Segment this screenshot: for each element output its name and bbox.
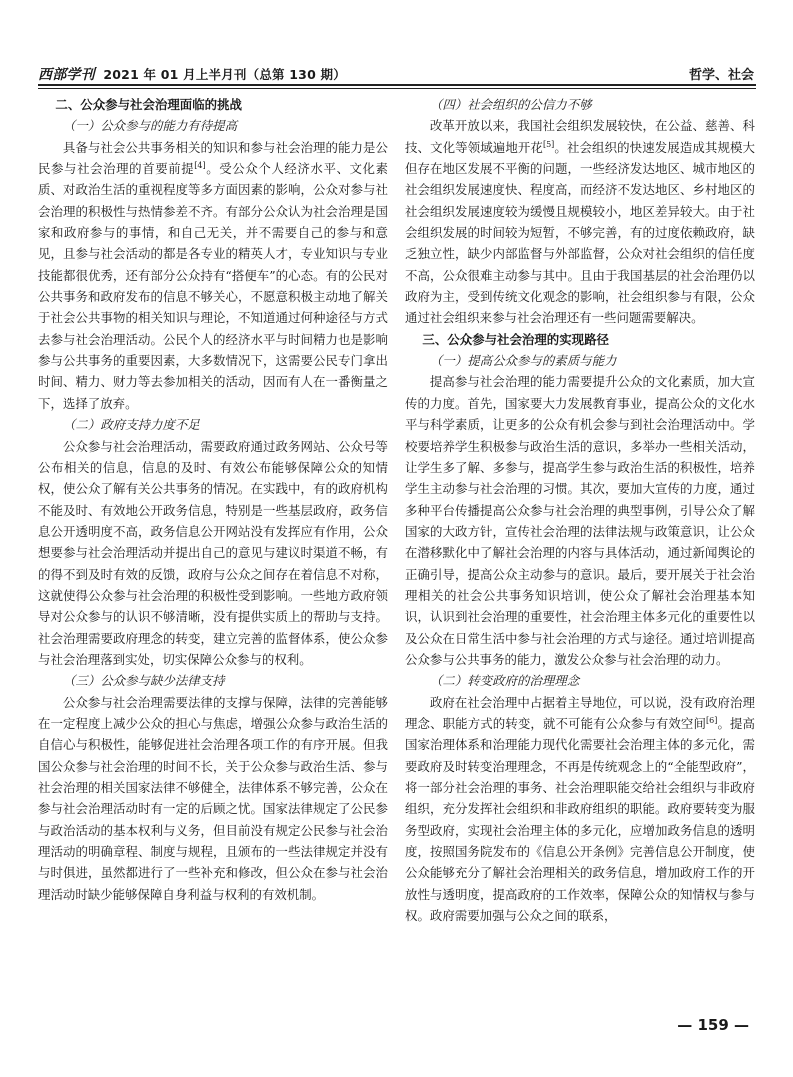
header-rule-thick xyxy=(38,84,756,86)
right-column xyxy=(405,94,755,926)
journal-info xyxy=(38,64,346,84)
right-subsection-heading xyxy=(405,670,755,691)
left-section-heading xyxy=(38,94,388,115)
paragraph-text: 公众参与社会治理活动，需要政府通过政务网站、公众号等公布相关的信息，信息的及时、有效公布能够保障公众的知情权，使公众了解有关公共事务的情况。在实践中，有的政府机构不能及时、有效地公开政务信息，特别是一些基层政府，政务信息公开透明度不高，政务信息公开网站没有发挥应有作用，公众想要参与社会治理活动并提出自己的意见与建议时渠道不畅，有的得不到及时有效的反馈，政府与公众之间存在着信息不对称，这就使得公众参与社会治理的积极性受到影响。一些地方政府领导对公众参与的认识不够清晰，没有提供实质上的帮助与支持。社会治理需要政府理念的转变，建立完善的监督体系，使公众参与社会治理落到实处，切实保障公众参与的权利。 xyxy=(38,438,388,667)
paragraph-text: （四）社会组织的公信力不够 xyxy=(429,97,592,112)
journal-logo: 西部学刊 xyxy=(38,67,95,83)
header-rule-thin xyxy=(38,88,756,89)
paragraph-text: （三）公众参与缺少法律支持 xyxy=(62,673,225,689)
left-subsection-heading xyxy=(38,115,388,136)
paragraph-text: 。提高国家治理体系和治理能力现代化需要社会治理主体的多元化，需要政府及时转变治理理念，不再是传统观念上的“全能型政府”，将一部分社会治理的事务、社会治理职能交给社会组织与非政府组织，充分发挥社会组织和非政府组织的职能。政府要转变为服务型政府，实现社会治理主体的多元化，应增加政务信息的透明度，按照国务院发布的《信息公开条例》完善信息公开制度，使公众能够充分了解社会治理相关的政务信息，增加政府工作的开放性与透明度，提高政府的工作效率，保障公众的知情权与参与权。政府需要加强与公众之间的联系， xyxy=(405,715,755,924)
citation-ref: [5] xyxy=(542,139,555,149)
page-number: — 159 — xyxy=(677,1016,749,1034)
right-section-heading xyxy=(405,329,755,350)
paragraph-text: （一）提高公众参与的素质与能力 xyxy=(429,353,617,369)
paragraph-text: 。受公众个人经济水平、文化素质、对政治生活的重视程度等多方面因素的影响，公众对参与社会治理的积极性与热情参差不齐。有部分公众认为社会治理是国家和政府参与的事情，和自己无关，并不需要自己的参与和意见，且参与社会活动的都是各专业的精英人才，专业知识与专业技能都很优秀，还有部分公众持有“搭便车”的心态。有的公民对公共事务和政府发布的信息不够关心，不愿意积极主动地了解关于社会公共事物的相关知识与理论，不知道通过何种途径与方式去参与社会治理活动。公民个人的经济水平与时间精力也是影响参与公共事务的重要因素，大多数情况下，这需要公民专门拿出时间、精力、财力等去参加相关的活动，因而有人在一番衡量之下，选择了放弃。 xyxy=(38,161,388,411)
left-subsection-heading xyxy=(38,414,388,435)
paragraph-text: 提高参与社会治理的能力需要提升公众的文化素质，加大宣传的力度。首先，国家要大力发展教育事业，提高公众的文化水平与科学素质，让更多的公众有机会参与到社会治理活动中。学校要培养学生积极参与政治生活的意识，多举办一些相关活动，让学生多了解、多参与，提高学生参与政治生活的积极性，培养学生主动参与社会治理的习惯。其次，要加大宣传的力度，通过多种平台传播提高公众参与社会治理的典型事例，引导公众了解国家的大政方针，宣传社会治理的法律法规与政策意识，让公众在潜移默化中了解社会治理的内容与具体活动，通过新闻舆论的正确引导，提高公众主动参与的意识。最后，要开展关于社会治理相关的社会公共事务知识培训，使公众了解社会治理基本知识，认识到社会治理的重要性，社会治理主体多元化的重要性以及公众在日常生活中参与社会治理的方式与途径。通过培训提高公众参与公共事务的能力，激发公众参与社会治理的动力。 xyxy=(405,374,755,667)
paragraph-text: 政府在社会治理中占据着主导地位，可以说，没有政府治理理念、职能方式的转变，就不可能有公众参与有效空间 xyxy=(405,694,755,731)
paragraph-text: 具备与社会公共事务相关的知识和参与社会治理的能力是公民参与社会治理的首要前提 xyxy=(38,139,388,177)
paragraph-text: 二、公众参与社会治理面临的挑战 xyxy=(55,97,242,112)
paragraph-text: 。社会组织的快速发展造成其规模大但存在地区发展不平衡的问题，一些经济发达地区、城市地区的社会组织发展速度快、程度高，而经济不发达地区、乡村地区的社会组织发展速度较为缓慢且规模较小，地区差异较大。由于社会组织发展的时间较为短暂，不够完善，有的过度依赖政府，缺乏独立性，缺少内部监督与外部监督，公众对社会组织的信任度不高，公众很难主动参与其中。且由于我国基层的社会治理仍以政府为主，受到传统文化观念的影响，社会组织参与有限，公众通过社会组织来参与社会治理还有一些问题需要解决。 xyxy=(405,139,755,326)
left-paragraph xyxy=(38,436,388,671)
paragraph-text: 改革开放以来，我国社会组织发展较快，在公益、慈善、科技、文化等领域遍地开花 xyxy=(405,118,755,155)
paragraph-text: 三、公众参与社会治理的实现路径 xyxy=(422,331,609,347)
running-header xyxy=(38,62,756,86)
left-column xyxy=(38,94,388,905)
citation-ref: [6] xyxy=(706,715,718,725)
paragraph-text: （一）公众参与的能力有待提高 xyxy=(62,118,238,134)
left-paragraph xyxy=(38,137,388,414)
paragraph-text: （二）政府支持力度不足 xyxy=(62,417,200,433)
right-paragraph xyxy=(405,692,755,927)
left-subsection-heading xyxy=(38,670,388,691)
paragraph-text: （二）转变政府的治理理念 xyxy=(429,673,580,689)
citation-ref: [4] xyxy=(194,160,206,170)
section-tag: 哲学、社会 xyxy=(688,68,754,83)
journal-issue: 2021 年 01 月上半月刊（总第 130 期） xyxy=(103,67,346,82)
right-paragraph xyxy=(405,371,755,670)
right-subsection-heading xyxy=(405,94,755,115)
right-subsection-heading xyxy=(405,350,755,371)
left-paragraph xyxy=(38,692,388,905)
paragraph-text: 公众参与社会治理需要法律的支撑与保障，法律的完善能够在一定程度上减少公众的担心与焦虑，增强公众参与政治生活的自信心与积极性，能够促进社会治理各项工作的有序开展。但我国公众参与社会治理的时间不长，关于公众参与政治生活、参与社会治理的相关国家法律不够健全，法律体系不够完善，公众在参与社会治理活动时有一定的后顾之忧。国家法律规定了公民参与政治活动的基本权利与义务，但目前没有规定公民参与社会治理活动的明确章程、制度与规程，且颁布的一些法律规定并没有与时俱进，虽然都进行了一些补充和修改，但公众在参与社会治理活动时缺少能够保障自身利益与权利的有效机制。 xyxy=(38,694,388,902)
right-paragraph xyxy=(405,115,755,328)
